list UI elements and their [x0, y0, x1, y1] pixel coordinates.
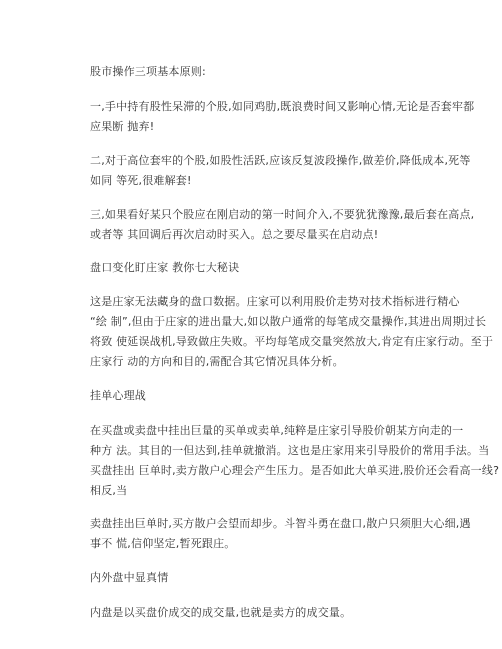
section-2-line-1: 在买盘或卖盘中挂出巨量的买单或卖单,纯粹是庄家引导股价朝某方向走的一 — [90, 424, 464, 437]
rule-1-line-2: 应果断 抛弃! — [90, 120, 155, 133]
section-3-heading-text: 内外盘中显真情 — [90, 571, 169, 584]
section-3-heading — [90, 568, 428, 588]
rule-1-line-1: 一,手中持有股性呆滞的个股,如同鸡肋,既浪费时间又影响心情,无论是否套牢都 — [90, 100, 475, 113]
section-2-line-2: 种方 法。其目的一但达到,挂单就撤消。这也是庄家用来引导股价的常用手法。当 — [90, 444, 490, 457]
document-title — [90, 62, 428, 82]
section-3-line-1: 内盘是以买盘价成交的成交量,也就是卖方的成交量。 — [90, 606, 352, 619]
rule-3-line-1: 三,如果看好某只个股应在刚启动的第一时间介入,不要犹犹豫豫,最后套在高点, — [90, 208, 475, 221]
section-3-body — [90, 603, 428, 623]
document-title-text: 股市操作三项基本原则: — [90, 65, 206, 78]
rule-2-line-1: 二,对于高位套牢的个股,如股性活跃,应该反复波段操作,做差价,降低成本,死等 — [90, 154, 471, 167]
section-1-body — [90, 292, 494, 372]
section-2-heading — [90, 386, 428, 406]
section-2-cont-line-1: 卖盘挂出巨单时,买方散户会望而却步。斗智斗勇在盘口,散户只须胆大心细,遇 — [90, 517, 471, 530]
rule-2-line-2: 如同 等死,很难解套! — [90, 174, 192, 187]
rule-3-paragraph — [90, 205, 475, 245]
section-1-heading — [90, 258, 428, 278]
section-1-line-2: “绘 制”,但由于庄家的进出量大,如以散户通常的每笔成交量操作,其进出周期过长 — [90, 315, 487, 328]
rule-3-line-2: 或者等 其回调后再次启动时买入。总之要尽量买在启动点! — [90, 228, 379, 241]
rule-2-paragraph — [90, 151, 471, 191]
section-1-line-1: 这是庄家无法藏身的盘口数据。庄家可以利用股价走势对技术指标进行精心 — [90, 295, 460, 308]
section-1-line-3: 将致 使延误战机,导致做庄失败。平均每笔成交量突然放大,肯定有庄家行动。至于 — [90, 335, 494, 348]
section-2-heading-text: 挂单心理战 — [90, 389, 146, 402]
section-2-cont-line-2: 事不 慌,信仰坚定,暂死跟庄。 — [90, 537, 236, 550]
section-2-line-3: 买盘挂出 巨单时,卖方散户心理会产生压力。是否如此大单买进,股价还会看高一线? — [90, 464, 500, 477]
section-2-body — [90, 421, 500, 501]
section-1-line-4: 庄家行 动的方向和目的,需配合其它情况具体分析。 — [90, 355, 344, 368]
section-2-line-4: 相反,当 — [90, 484, 128, 497]
section-1-heading-text: 盘口变化盯庄家 教你七大秘诀 — [90, 261, 240, 274]
rule-1-paragraph — [90, 97, 475, 137]
section-2-body-continued — [90, 514, 471, 554]
